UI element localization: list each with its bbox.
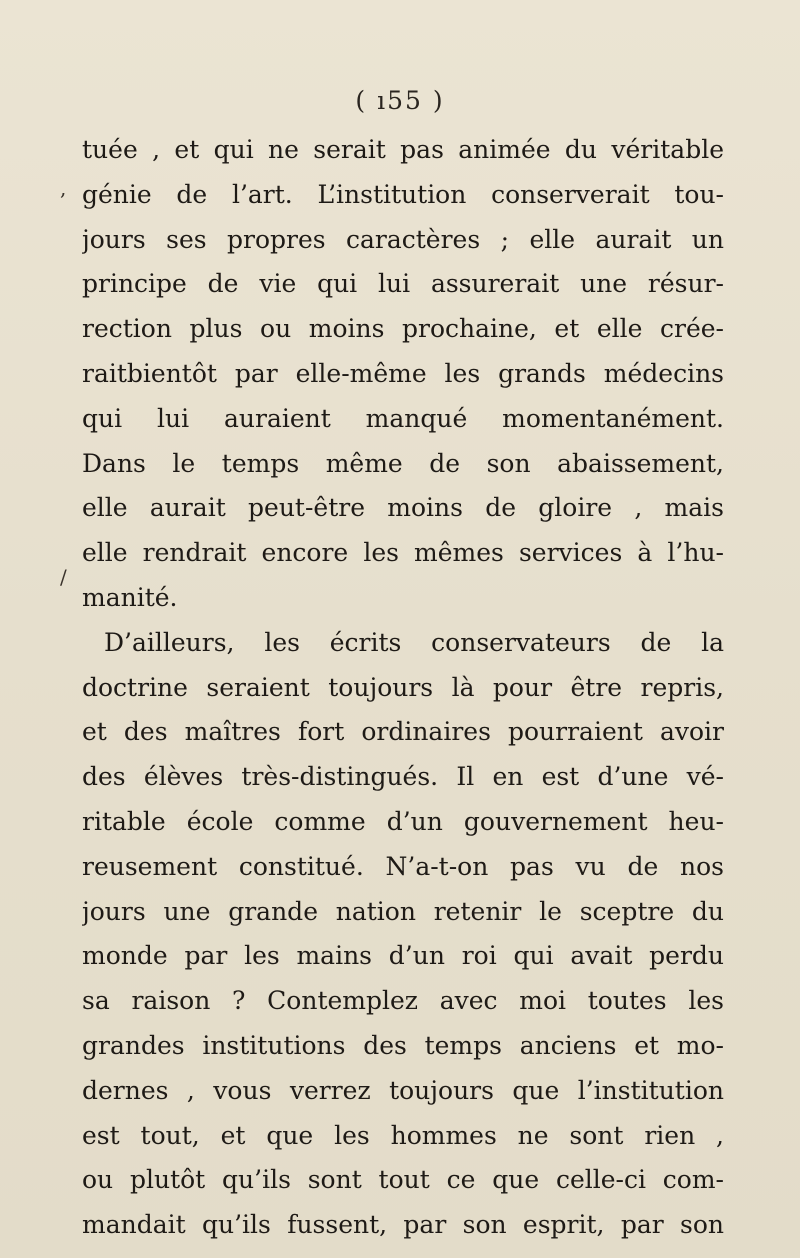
margin-mark: / xyxy=(60,565,67,589)
text-line: tuée , et qui ne serait pas animée du véritable xyxy=(82,135,724,164)
text-line: elle aurait peut-être moins de gloire , mais xyxy=(82,493,724,523)
text-line: ritable école comme d’un gouvernement heu- xyxy=(82,806,724,836)
text-line: doctrine seraient toujours là pour être repris, xyxy=(82,672,724,702)
text-line: mandait qu’ils fussent, par son esprit, par son xyxy=(82,1210,724,1240)
text-line: jours ses propres caractères ; elle aurait un xyxy=(82,224,724,254)
margin-mark: , xyxy=(60,176,67,200)
text-line: D’ailleurs, les écrits conservateurs de la xyxy=(104,627,724,657)
text-line: est tout, et que les hommes ne sont rien , xyxy=(82,1120,724,1150)
text-line: raitbientôt par elle-même les grands médecins xyxy=(82,358,724,388)
text-line: monde par les mains d’un roi qui avait perdu xyxy=(82,941,724,971)
text-line: elle rendrait encore les mêmes services à l’hu- xyxy=(82,538,724,568)
body-text xyxy=(82,128,724,1248)
text-line: Dans le temps même de son abaissement, xyxy=(82,448,724,478)
text-line: génie de l’art. L’institution conserverait tou- xyxy=(82,179,724,209)
text-line: grandes institutions des temps anciens et mo- xyxy=(82,1030,724,1060)
text-line: reusement constitué. N’a-t-on pas vu de nos xyxy=(82,851,724,881)
text-line: et des maîtres fort ordinaires pourraient avoir xyxy=(82,717,724,747)
page-number: ( ı55 ) xyxy=(355,86,445,115)
text-line: jours une grande nation retenir le sceptre du xyxy=(82,896,724,926)
text-line: sa raison ? Contemplez avec moi toutes les xyxy=(82,986,724,1016)
text-line: dernes , vous verrez toujours que l’institution xyxy=(82,1075,724,1105)
text-line: qui lui auraient manqué momentanément. xyxy=(82,403,724,433)
text-line: manité. xyxy=(82,582,178,612)
text-line: ou plutôt qu’ils sont tout ce que celle-ci com- xyxy=(82,1165,724,1195)
text-line: rection plus ou moins prochaine, et elle crée- xyxy=(82,314,724,344)
text-line: des élèves très-distingués. Il en est d’une vé- xyxy=(82,762,724,792)
text-line: principe de vie qui lui assurerait une résur- xyxy=(82,269,724,299)
